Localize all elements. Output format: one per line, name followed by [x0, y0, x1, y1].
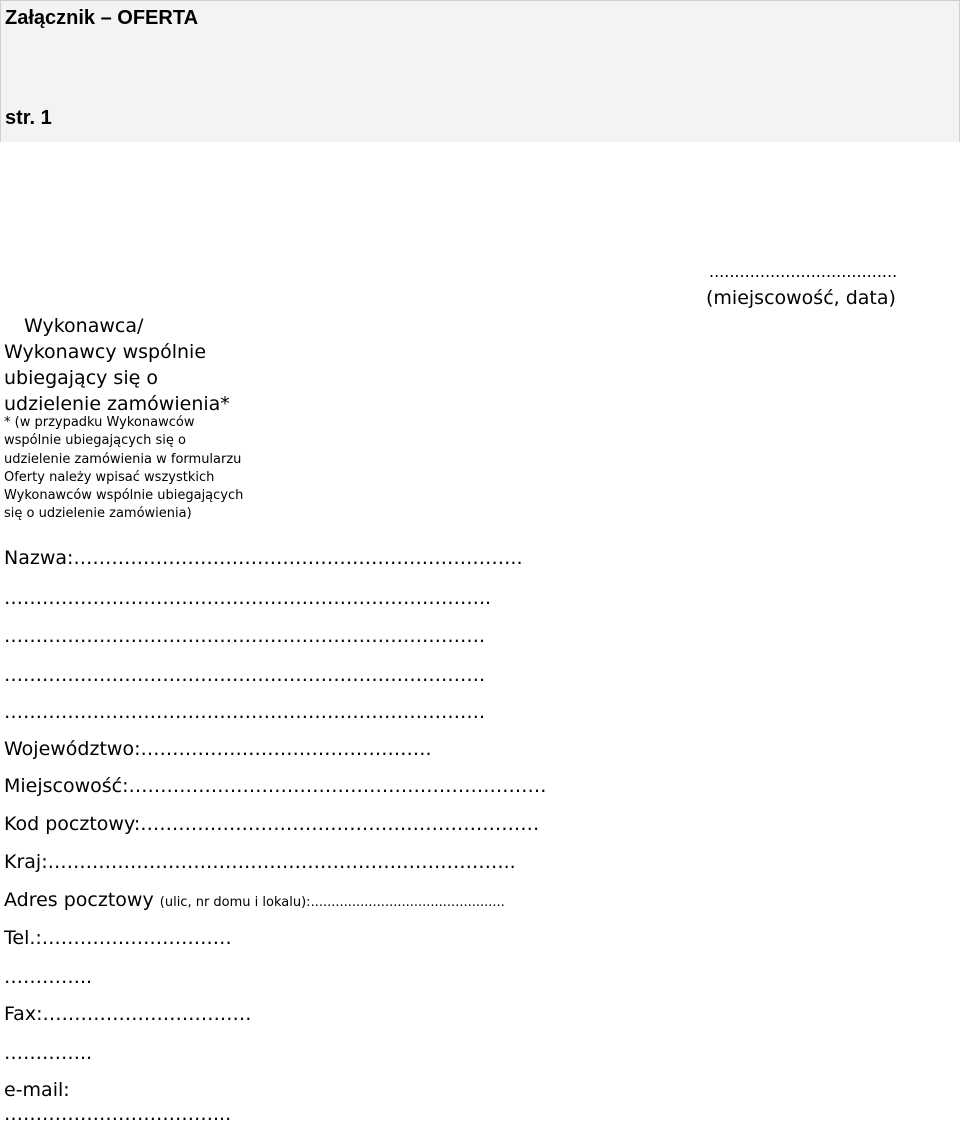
email-label: e-mail:: [4, 1079, 70, 1101]
city-label: Miejscowość:: [4, 775, 129, 797]
name-continuation-3: ………………………………………………………………….: [4, 664, 486, 686]
postal-code-label: Kod pocztowy:: [4, 813, 141, 835]
contractor-line: Wykonawcy wspólnie: [4, 341, 207, 363]
address-field: [4, 888, 505, 915]
address-label: Adres pocztowy: [4, 889, 154, 911]
name-continuation-1: …………………………………………………………………..: [4, 587, 492, 609]
header-band: [0, 0, 960, 142]
address-note: (ulic, nr domu i lokalu):: [159, 895, 311, 910]
postal-code-field: [4, 812, 539, 836]
fax-dots: ……………………………: [42, 1003, 252, 1025]
phone-field: [4, 926, 232, 950]
footnote-line: Wykonawców wspólnie ubiegających: [4, 488, 244, 504]
date-caption: (miejscowość, data): [706, 287, 896, 309]
address-dots: ...............................................: [310, 895, 505, 910]
page-number: str. 1: [5, 107, 52, 129]
contractor-line: udzielenie zamówienia*: [4, 393, 230, 415]
postal-code-dots: ………………………………………………………: [140, 813, 540, 835]
footnote-line: Oferty należy wpisać wszystkich: [4, 469, 215, 485]
phone-dots: …………………………: [41, 927, 232, 949]
name-dots: ……………………………………………………………..: [73, 547, 523, 569]
country-dots: ………………………………………………………………..: [47, 851, 516, 873]
voivodeship-label: Województwo:: [4, 738, 141, 760]
phone-label: Tel.:: [4, 927, 42, 949]
name-field: [4, 546, 523, 570]
email-field: [4, 1078, 70, 1102]
footnote-line: się o udzielenie zamówienia): [4, 506, 192, 522]
footnote-line: * (w przypadku Wykonawców: [4, 415, 195, 430]
contractor-footnote: [4, 414, 254, 524]
fax-field: [4, 1002, 251, 1026]
phone-continuation: …………..: [4, 966, 93, 988]
country-label: Kraj:: [4, 851, 48, 873]
date-placeholder-dots: .....................................: [709, 262, 898, 281]
fax-continuation: …………..: [4, 1042, 93, 1064]
email-dots: ……………………………...: [4, 1103, 232, 1125]
name-continuation-4: ………………………………………………………………….: [4, 701, 486, 723]
name-label: Nazwa:: [4, 547, 74, 569]
fax-label: Fax:: [4, 1003, 43, 1025]
contractor-line: Wykonawca/: [24, 315, 144, 337]
contractor-line: ubiegający się o: [4, 367, 158, 389]
footnote-line: wspólnie ubiegających się o: [4, 433, 186, 449]
footnote-line: udzielenie zamówienia w formularzu: [4, 451, 242, 467]
city-field: [4, 774, 547, 798]
name-continuation-2: ………………………………………………………………….: [4, 625, 486, 647]
city-dots: …………………………………………………………: [128, 775, 547, 797]
document-title: Załącznik – OFERTA: [5, 7, 199, 29]
voivodeship-field: [4, 737, 432, 761]
country-field: [4, 850, 516, 874]
voivodeship-dots: ……………………………………….: [140, 738, 432, 760]
contractor-heading: [4, 313, 254, 417]
